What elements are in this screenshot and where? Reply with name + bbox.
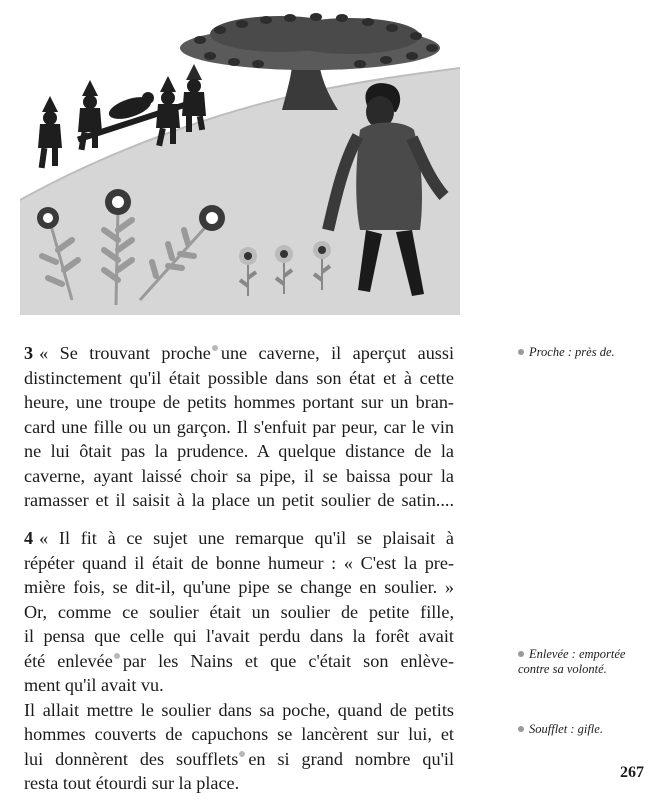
paragraph-line: été enlevée par les Nains et que c'était son enlève-: [24, 650, 454, 671]
note-marker: [212, 345, 218, 351]
paragraph-line: card une fille ou un garçon. Il s'enfuit par peur, car le vin: [24, 416, 454, 437]
paragraph-line: resta tout étourdi sur la place.: [24, 773, 240, 793]
margin-note-soufflet: Soufflet : gifle.: [518, 722, 653, 737]
note-bullet-icon: [518, 349, 524, 355]
paragraph-line: ne lui ôtait pas la prudence. A quelque distance de la: [24, 441, 454, 461]
paragraph-4: [24, 526, 454, 796]
note-marker: [239, 751, 245, 757]
paragraph-line: lui donnèrent des soufflets en si grand nombre qu'il: [24, 748, 454, 769]
paragraph-line: Il allait mettre le soulier dans sa poche, quand de petits: [24, 699, 454, 720]
story-illustration: [20, 0, 460, 315]
paragraph-line: ramasser et il saisit à la place un petit soulier de satin....: [24, 490, 454, 510]
paragraph-3: [24, 341, 454, 513]
page-number: 267: [620, 764, 644, 781]
paragraph-line: hommes couverts de capuchons se lancèrent sur lui, et: [24, 724, 454, 744]
paragraph-line: ment qu'il avait vu.: [24, 675, 164, 695]
note-marker: [114, 653, 120, 659]
paragraph-line: mière fois, se dit-il, qu'une pipe se change en soulier. »: [24, 577, 454, 597]
paragraph-number: 3: [24, 343, 34, 363]
paragraph-number: 4: [24, 528, 34, 548]
margin-note-enlevee: Enlevée : emportée contre sa volonté.: [518, 647, 626, 676]
paragraph-line: il pensa que celle qui l'avait perdu dans la forêt avait: [24, 626, 454, 646]
margin-note-proche: Proche : près de.: [518, 345, 653, 360]
paragraph-line: 3 « Se trouvant proche une caverne, il aperçut aussi: [24, 343, 455, 363]
paragraph-line: répéter quand il était de bonne humeur : « C'est la pre-: [24, 552, 454, 573]
paragraph-line: distinctement qu'il était possible dans son état et à cette: [24, 367, 454, 388]
paragraph-line: 4 « Il fit à ce sujet une remarque qu'il se plaisait à: [24, 528, 454, 548]
paragraph-line: Or, comme ce soulier était un soulier de petite fille,: [24, 601, 454, 622]
note-bullet-icon: [518, 726, 524, 732]
paragraph-line: caverne, ayant laissé choir sa pipe, il se baissa pour la: [24, 465, 454, 486]
paragraph-line: heure, une troupe de petits hommes portant sur un bran-: [24, 392, 454, 412]
note-bullet-icon: [518, 651, 524, 657]
